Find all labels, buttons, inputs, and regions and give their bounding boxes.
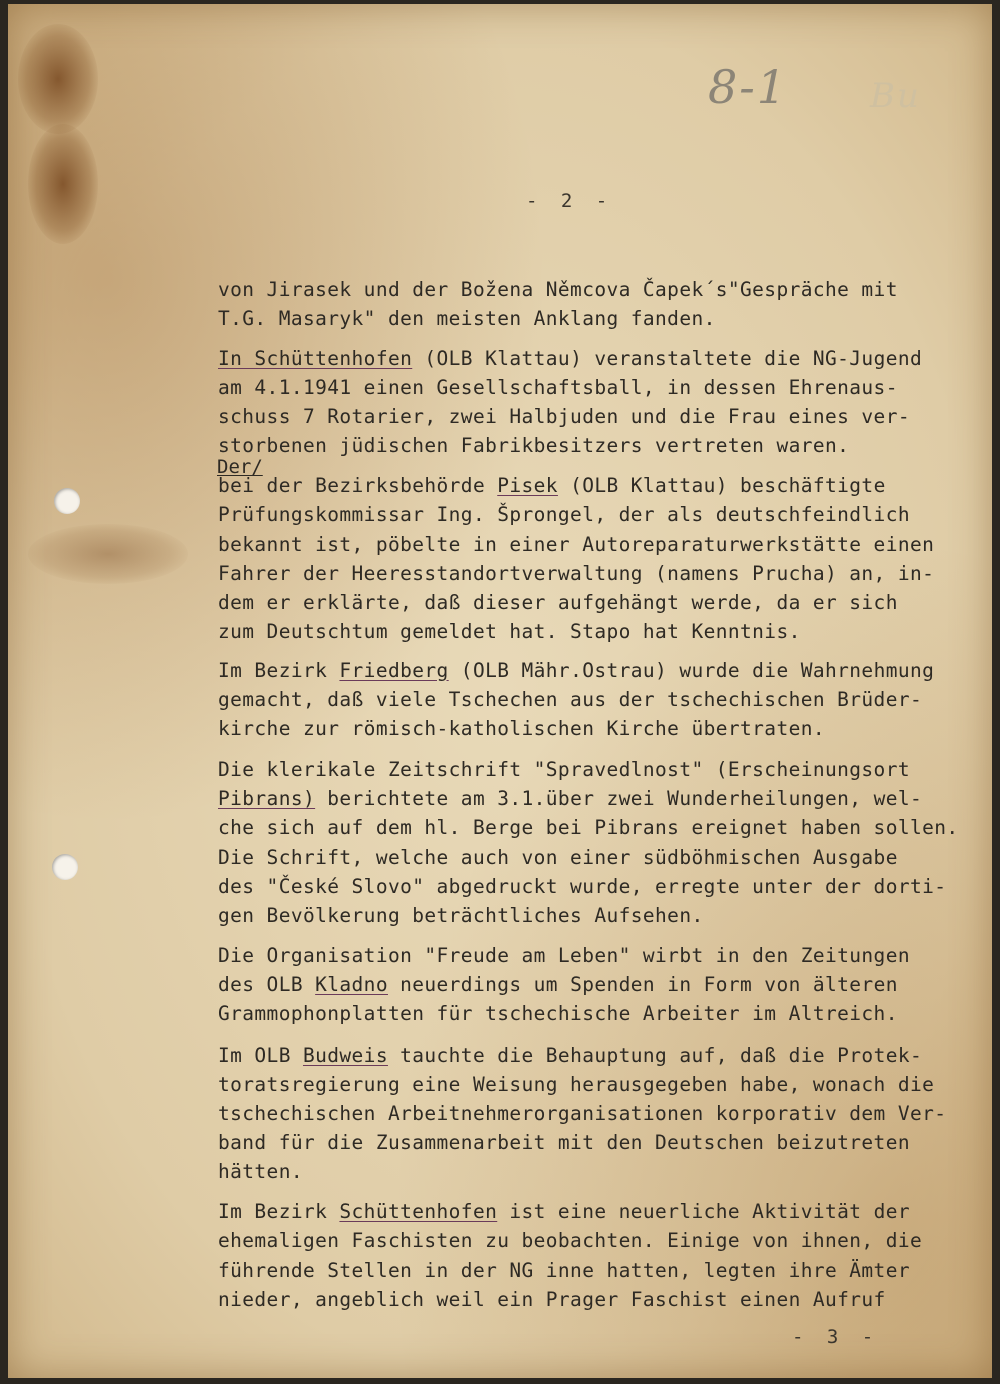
text-segment: che sich auf dem hl. Berge bei Pibrans ereignet haben sollen. <box>218 816 959 839</box>
text-segment: schuss 7 Rotarier, zwei Halbjuden und die Frau eines ver- <box>218 405 910 428</box>
text-line <box>218 1073 934 1096</box>
text-segment: (OLB Klattau) veranstaltete die NG-Jugend <box>412 347 923 370</box>
handwritten-faint-note: Bu <box>870 76 921 116</box>
text-segment: T.G. Masaryk" den meisten Anklang fanden. <box>218 307 716 330</box>
underlined-place-name: Schüttenhofen <box>339 1200 498 1223</box>
text-line <box>218 1259 910 1282</box>
underlined-place-name: In Schüttenhofen <box>218 347 413 370</box>
document-page <box>8 4 992 1378</box>
text-segment: Im OLB <box>218 1044 303 1067</box>
text-line <box>218 1160 303 1183</box>
text-segment: bekannt ist, pöbelte in einer Autoreparaturwerkstätte einen <box>218 533 935 556</box>
inserted-correction: Der/ <box>217 456 263 478</box>
text-line <box>218 688 922 711</box>
text-segment: bei der Bezirksbehörde <box>218 474 498 497</box>
text-segment: ehemaligen Faschisten zu beobachten. Einige von ihnen, die <box>218 1229 923 1252</box>
underlined-place-name: Budweis <box>302 1044 388 1067</box>
text-segment: hätten. <box>218 1160 303 1183</box>
next-page-number: - 3 - <box>792 1326 880 1348</box>
rust-stain <box>28 124 98 244</box>
text-line <box>218 846 898 869</box>
underlined-place-name: Pibrans) <box>218 787 316 810</box>
text-segment: (OLB Mähr.Ostrau) wurde die Wahrnehmung <box>448 659 935 682</box>
handwritten-reference: 8-1 <box>708 60 789 114</box>
text-line <box>218 376 898 399</box>
text-line <box>218 307 716 330</box>
text-line <box>218 1229 922 1252</box>
text-segment: Die klerikale Zeitschrift "Spravedlnost" (Erscheinungsort <box>218 758 910 781</box>
text-line <box>218 591 898 614</box>
text-line <box>218 904 704 927</box>
punch-hole <box>54 488 80 514</box>
rust-stain <box>18 24 98 134</box>
text-segment: tschechischen Arbeitnehmerorganisationen korporativ dem Ver- <box>218 1102 947 1125</box>
text-line <box>218 1131 910 1154</box>
text-line <box>218 816 959 839</box>
text-line <box>218 405 910 428</box>
text-segment: zum Deutschtum gemeldet hat. Stapo hat Kenntnis. <box>218 620 801 643</box>
text-line <box>218 503 910 526</box>
text-segment: am 4.1.1941 einen Gesellschaftsball, in dessen Ehrenaus- <box>218 376 898 399</box>
text-line <box>218 533 934 556</box>
text-line <box>218 973 898 996</box>
text-segment: gemacht, daß viele Tschechen aus der tschechischen Brüder- <box>218 688 923 711</box>
text-line <box>218 620 801 643</box>
text-line <box>218 562 934 585</box>
text-segment: neuerdings um Spenden in Form von älteren <box>387 973 898 996</box>
text-segment: berichtete am 3.1.über zwei Wunderheilungen, wel- <box>315 787 923 810</box>
underlined-place-name: Kladno <box>315 973 388 996</box>
text-segment: Prüfungskommissar Ing. Šprongel, der als deutschfeindlich <box>218 503 910 526</box>
page-number: - 2 - <box>526 190 614 212</box>
text-line <box>218 474 886 497</box>
text-line <box>218 659 934 682</box>
underlined-place-name: Pisek <box>497 474 558 497</box>
text-segment: von Jirasek und der Božena Němcova Čapek´s"Gespräche mit <box>218 278 898 301</box>
text-segment: führende Stellen in der NG inne hatten, legten ihre Ämter <box>218 1259 910 1282</box>
water-stain <box>28 524 188 584</box>
text-segment: des OLB <box>218 973 316 996</box>
text-line <box>218 1200 910 1223</box>
text-line <box>218 1044 922 1067</box>
text-line <box>218 717 825 740</box>
text-line <box>218 758 910 781</box>
text-segment: Die Schrift, welche auch von einer südböhmischen Ausgabe <box>218 846 898 869</box>
text-segment: Fahrer der Heeresstandortverwaltung (namens Prucha) an, in- <box>218 562 935 585</box>
typed-body <box>218 4 958 1378</box>
text-segment: Im Bezirk <box>218 1200 340 1223</box>
text-line <box>218 347 922 370</box>
text-segment: gen Bevölkerung beträchtliches Aufsehen. <box>218 904 704 927</box>
text-line <box>218 1102 946 1125</box>
text-segment: dem er erklärte, daß dieser aufgehängt werde, da er sich <box>218 591 898 614</box>
punch-hole <box>52 854 78 880</box>
text-segment: Die Organisation "Freude am Leben" wirbt in den Zeitungen <box>218 944 910 967</box>
text-segment: des "České Slovo" abgedruckt wurde, erregte unter der dorti- <box>218 875 947 898</box>
text-segment: nieder, angeblich weil ein Prager Faschist einen Aufruf <box>218 1288 886 1311</box>
underlined-place-name: Friedberg <box>339 659 449 682</box>
text-line <box>218 875 946 898</box>
text-segment: kirche zur römisch-katholischen Kirche übertraten. <box>218 717 825 740</box>
text-line <box>218 278 898 301</box>
text-line <box>218 1002 898 1025</box>
text-line <box>218 1288 886 1311</box>
text-segment: band für die Zusammenarbeit mit den Deutschen beizutreten <box>218 1131 910 1154</box>
text-segment: tauchte die Behauptung auf, daß die Protek- <box>387 1044 923 1067</box>
text-segment: Im Bezirk <box>218 659 340 682</box>
text-segment: ist eine neuerliche Aktivität der <box>497 1200 910 1223</box>
text-line <box>218 787 922 810</box>
text-segment: Grammophonplatten für tschechische Arbeiter im Altreich. <box>218 1002 898 1025</box>
text-line <box>218 944 910 967</box>
text-segment: storbenen jüdischen Fabrikbesitzers vertreten waren. <box>218 434 850 457</box>
text-segment: (OLB Klattau) beschäftigte <box>557 474 886 497</box>
text-line <box>218 434 849 457</box>
text-segment: toratsregierung eine Weisung herausgegeben habe, wonach die <box>218 1073 935 1096</box>
